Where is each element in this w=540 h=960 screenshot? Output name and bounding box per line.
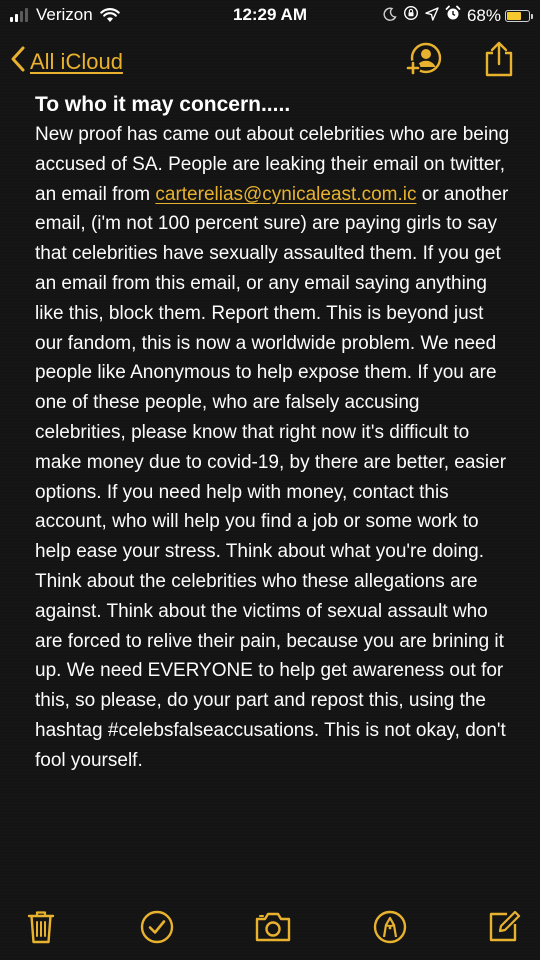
note-content[interactable] [35, 90, 515, 776]
markup-icon[interactable] [372, 909, 408, 945]
email-link[interactable]: carterelias@cynicaleast.com.ic [155, 183, 417, 205]
moon-icon [383, 6, 397, 26]
share-icon[interactable] [483, 40, 515, 78]
bottom-toolbar [0, 905, 540, 955]
back-button[interactable] [10, 45, 123, 78]
trash-icon[interactable] [26, 909, 56, 945]
carrier-name: Verizon [36, 5, 93, 24]
add-people-icon[interactable] [404, 42, 444, 78]
location-arrow-icon [425, 6, 439, 26]
battery-icon [505, 10, 530, 22]
alarm-icon [445, 5, 461, 26]
note-body-text: New proof has came out about celebrities who are being accused of SA. People are leaking their email on twitter, an email from [35, 124, 510, 205]
battery-percent: 68% [466, 5, 501, 25]
status-bar [0, 0, 540, 30]
note-title: To who it may concern..... [35, 93, 291, 116]
compose-icon[interactable] [487, 908, 521, 944]
battery-level-fill [507, 12, 521, 20]
note-body-text: or another email, (i'm not 100 percent sure) are paying girls to say that celebrities have sexually assaulted them. If you get an email from this email, or any email saying anything like this, block them. Report them. This is beyond just our fandom, this is now a worldwide problem. We need people like Anonymous to help expose them. If you are one of these people, who are falsely accusing celebrities, please know that right now it's difficult to make money due to covid-19, by there are better, easier options. If you need help with money, contact this account, who will help you find a job or some work to help ease your stress. Think about what you're doing. Think about the celebrities who these allegations are against. Think about the victims of sexual assault who are forced to relive their pain, because you are brining it up. We need EVERYONE to help get awareness out for this, so please, do your part and repost this, using the hashtag #celebsfalseaccusations. This is not okay, don't fool yourself. [35, 183, 509, 771]
camera-icon[interactable] [253, 911, 293, 943]
note-body [35, 120, 515, 776]
lock-rotation-icon [403, 5, 419, 26]
checklist-icon[interactable] [139, 909, 175, 945]
status-time: 12:29 AM [232, 5, 307, 24]
status-right [383, 5, 530, 26]
back-label: All iCloud [30, 48, 123, 74]
nav-bar [0, 40, 540, 84]
chevron-left-icon [10, 45, 26, 78]
